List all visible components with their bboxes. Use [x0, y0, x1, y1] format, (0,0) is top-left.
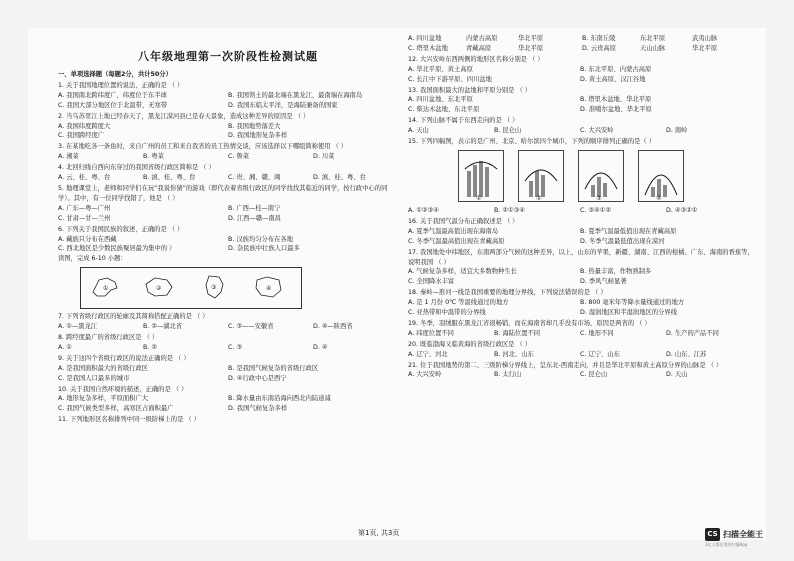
option: C. ③④①② [580, 206, 611, 214]
option: B. 夏季气温最低值出现在青藏高原 [580, 227, 677, 235]
option: B. ②①③④ [494, 206, 525, 214]
q11-options-row1 [408, 34, 758, 44]
option: B. 东南丘陵 [582, 35, 616, 42]
option: A. 纬度位置不同 [408, 329, 454, 337]
option: A. 我国南北跨纬度广，纬度位于东半球 [58, 91, 167, 99]
q11-options-row2 [408, 44, 758, 54]
option: C. 鲁菜 [228, 153, 249, 161]
option: 天山山脉 [640, 44, 666, 52]
chart-label: ④ [656, 194, 662, 202]
exam-paper [28, 28, 766, 540]
option: A. 四川盆地 [408, 35, 442, 42]
option: A. 湘菜 [58, 153, 79, 161]
option: A. ① [58, 343, 72, 351]
option: C. 柴达木盆地、东北平原 [408, 106, 480, 114]
question-11 [58, 415, 398, 425]
option: A. 地形复杂多样，平原面积广大 [58, 395, 149, 403]
question-stem: 11. 下列地形区名称排列中同一级阶梯上的是 （ ） [58, 416, 200, 424]
question-stem: 6. 下列关于我国民族的叙述，正确的是 （ ） [58, 225, 184, 233]
option: 内蒙古高原 [466, 35, 498, 42]
option: 华北平原 [692, 44, 718, 52]
option: C. 大兴安岭 [580, 127, 614, 135]
option: C. 贵、湘、赣、闽 [228, 174, 281, 182]
option: A. 是 1 月份 0℃ 等温线通过的地方 [408, 299, 509, 307]
question-stem: 9. 关于这四个省级行政区的说法正确的是 （ ） [58, 354, 190, 362]
option: B. 东北平原、内蒙古高原 [580, 65, 652, 73]
question-stem: 3. 在某地吃各一条鱼时，来自广州的员工和来自我省的员工热情交谈，应该选择以下哪组简称使用 （ ） [58, 143, 348, 151]
option: C. 塔里木盆地 [408, 44, 448, 52]
province-outline-map [80, 267, 302, 309]
svg-text:③: ③ [211, 284, 217, 292]
option: A. 天山 [408, 127, 429, 135]
watermark-subtitle: 3亿人都在用的扫描App [705, 542, 748, 547]
chart-label: ③ [596, 194, 602, 202]
option: C. 辽宁、山东 [580, 350, 620, 358]
option: B. 我国地势落差大 [228, 122, 281, 130]
question-6 [58, 225, 398, 255]
option: 东北平原 [640, 35, 666, 42]
option: A. 广东—粤—广州 [58, 204, 111, 212]
option: A. 气候复杂多样，适宜大多数物种生长 [408, 268, 517, 276]
option: 华北平原 [518, 44, 544, 52]
watermark-name: 扫描全能王 [723, 530, 763, 539]
option: D. 江西—赣—南昌 [228, 214, 281, 222]
question-20 [408, 340, 758, 360]
climate-charts [408, 150, 758, 204]
option: C. 亚热带和中温带的分界线 [408, 309, 486, 317]
option: D. 云贵高原 [582, 44, 617, 52]
option: D. ④—陕西省 [313, 323, 353, 331]
option: 武夷山脉 [692, 35, 718, 42]
option: A. 云、桂、粤、台 [58, 174, 111, 182]
option: A. ①②③④ [408, 206, 439, 214]
option: B. ②—湖北省 [143, 323, 183, 331]
option: C. 我国大部分地区位于北温带，无寒带 [58, 101, 168, 109]
option: B. 是我国气候复杂的省级行政区 [228, 364, 319, 372]
question-9 [58, 354, 398, 384]
question-stem: 16. 关于我国气温分布正确叙述是 （ ） [408, 217, 519, 225]
option: D. ④行政中心是西宁 [228, 374, 287, 382]
question-stem: 5. 地理课堂上，老师和同学们在玩“我说你猜”的游戏（即代表着省级行政区的同学找找其临近的同学，按行政中心的同学）。其中，有一位同学找错了，他是 （ ） [58, 184, 388, 202]
option: D. 我国东临太平洋，是海陆兼备的国家 [228, 101, 338, 109]
option: C. 是我国人口最多的城市 [58, 374, 130, 382]
option: B. 汉族均匀分布在各地 [228, 235, 293, 243]
option: B. ② [143, 343, 157, 351]
option: 青藏高原 [466, 44, 492, 52]
option: C. 冬季气温最高值出现在青藏高原 [408, 237, 505, 245]
question-21 [408, 361, 758, 381]
option: B. 河北、山东 [494, 350, 534, 358]
option: D. 杂民族中壮族人口最多 [228, 245, 300, 253]
left-column [58, 28, 398, 425]
question-17 [408, 248, 758, 288]
option: D. 季风气候显著 [580, 278, 627, 286]
right-column [408, 28, 758, 380]
option: C. 长江中下游平原、四川盆地 [408, 75, 492, 83]
option: D. 天山 [666, 371, 688, 379]
question-19 [408, 319, 758, 339]
question-5 [58, 184, 398, 224]
option: D. 川菜 [313, 153, 335, 161]
question-7 [58, 312, 398, 332]
question-stem: 4. 北回归线自西向东穿过的我国省级行政区简称是 （ ） [58, 164, 215, 172]
option: B. 800 毫米年等降水量线通过的地方 [580, 299, 685, 307]
province-3-outline [199, 274, 231, 300]
question-stem: 20. 既临渤海又临黄海的省级行政区是 （ ） [408, 340, 532, 348]
option: A. 我国纬度跨度大 [58, 122, 111, 130]
svg-text:④: ④ [266, 285, 272, 293]
question-1 [58, 81, 398, 111]
question-stem: 18. 秦岭—淮河一线是我国重要的地理分界线，下列说法错误的是 （ ） [408, 289, 607, 297]
option: C. 昆仑山 [580, 371, 608, 379]
question-stem: 8. 跨经度最广的省级行政区是 （ ） [58, 334, 159, 342]
option: C. 我国跨经度广 [58, 132, 105, 140]
question-16 [408, 217, 758, 247]
question-stem: 2. 当乌苏里江上地已经春天了，黑龙江漠河县已是春天景象，造成这种差异的原因是 （ ） [58, 112, 310, 120]
question-stem: 17. 我国地处中纬地区，东南两部分气候的这种差异，以上，山东的苹果，新疆、湖南、江西的柑橘、广东、海南的香蕉等，说明我国 （ ） [408, 248, 754, 266]
question-stem: 14. 下列山脉不属于东西走向的是 （ ） [408, 117, 519, 125]
question-3 [58, 142, 398, 162]
question-stem: 13. 我国面积最大的盆地和平原分别是 （ ） [408, 86, 532, 94]
question-10 [58, 385, 398, 415]
option: B. 滇、桂、粤、台 [143, 174, 196, 182]
option: A. 四川盆地、东北平原 [408, 96, 473, 104]
question-18 [408, 288, 758, 318]
question-stem: 10. 关于我国自然环境的描述，正确的是 （ ） [58, 385, 188, 393]
option: C. 甘肃—甘—兰州 [58, 214, 111, 222]
option: D. 我国气候复杂多样 [228, 405, 288, 413]
svg-text:①: ① [103, 285, 109, 293]
question-8 [58, 333, 398, 353]
question-stem: 7. 下列省级行政区的轮廓及其简称搭配正确的是 （ ） [58, 313, 209, 321]
option: B. 昆仑山 [494, 127, 522, 135]
option: D. 湿润地区和半湿润地区的分界线 [580, 309, 678, 317]
option: 华北平原 [518, 35, 544, 42]
question-2 [58, 112, 398, 142]
option: B. 我国领土的最北端在黑龙江，最南端在海南岛 [228, 91, 363, 99]
option: D. 滇、桂、粤、台 [313, 174, 366, 182]
exam-title: 八年级地理第一次阶段性检测试题 [138, 50, 318, 63]
option: D. ④③②① [666, 206, 698, 214]
section-heading: 一、单项选择题（每题2分，共计50分） [58, 71, 172, 78]
province-1-outline [89, 274, 121, 300]
question-stem: 12. 大兴安岭东西两侧的地形区名称分别是 （ ） [408, 55, 544, 63]
option: B. 粤菜 [143, 153, 164, 161]
scanner-watermark [705, 528, 763, 547]
option: B. 海陆位置不同 [494, 329, 541, 337]
option: C. 地形不同 [580, 329, 614, 337]
question-13 [408, 86, 758, 116]
option: D. 准噶尔盆地、华北平原 [580, 106, 652, 114]
question-14 [408, 116, 758, 136]
option: A. 是我国面积最大的省级行政区 [58, 364, 149, 372]
option: A. 辽宁、河北 [408, 350, 448, 358]
option: B. 降水量由东南沿海向西北内陆递减 [228, 395, 331, 403]
question-stem: 21. 位于我国地势的第二、三级阶梯分界线上，呈东北-西南走向，并且是华北平原和黄土高原分界的山脉是 （ ） [408, 361, 723, 369]
option: A. ①—黑龙江 [58, 323, 98, 331]
option: D. 冬季气温最低值出现在漠河 [580, 237, 665, 245]
svg-text:②: ② [156, 285, 162, 293]
option: A. 大兴安岭 [408, 371, 442, 379]
question-stem: 15. 下列四幅图，表示的是广州、北京、哈尔滨四个城市，下列的顺序排列正确的是（ ） [408, 138, 656, 146]
option: D. 山东、江苏 [666, 350, 707, 358]
option: B. 热量丰富，作物熟制多 [580, 268, 652, 276]
option: D. 生产的产品不同 [666, 329, 719, 337]
province-2-outline [143, 274, 175, 300]
camscanner-logo: CS [705, 528, 720, 541]
question-stem: 19. 冬季，羽绒服在黑龙江省很畅销，而在海南省却几乎没有市场，原因是两省的 （ ） [408, 319, 651, 327]
option: D. 我国地形复杂多样 [228, 132, 288, 140]
option: C. ③ [228, 343, 243, 351]
option: B. 塔里木盆地、华北平原 [580, 96, 652, 104]
option: B. 太行山 [494, 371, 522, 379]
map-intro: 读图，完成 6-10 小题： [58, 255, 127, 263]
chart-label: ② [536, 194, 542, 202]
option: C. ③——安徽省 [228, 323, 274, 331]
question-stem: 1. 关于我国地理位置的说法，正确的是 （ ） [58, 81, 184, 89]
question-12 [408, 55, 758, 85]
option: C. 西北地区是少数民族聚居最为集中的 ） [58, 245, 176, 253]
chart-label: ① [476, 194, 482, 202]
option: B. 广西—桂—南宁 [228, 204, 281, 212]
province-4-outline [253, 274, 285, 300]
option: A. 藏族只分布在西藏 [58, 235, 117, 243]
option: A. 夏季气温最高值出现在海南岛 [408, 227, 499, 235]
option: A. 华北平原、黄土高原 [408, 65, 473, 73]
option: D. 黄土高原、汉江谷地 [580, 75, 646, 83]
option: D. 南岭 [666, 127, 688, 135]
option: D. ④ [313, 343, 328, 351]
question-4 [58, 163, 398, 183]
page-number: 第1页, 共3页 [358, 529, 400, 537]
option: C. 全国降水丰富 [408, 278, 455, 286]
option: C. 我国气候类型多样，高寒区占面积最广 [58, 405, 174, 413]
question-15 [408, 137, 758, 216]
